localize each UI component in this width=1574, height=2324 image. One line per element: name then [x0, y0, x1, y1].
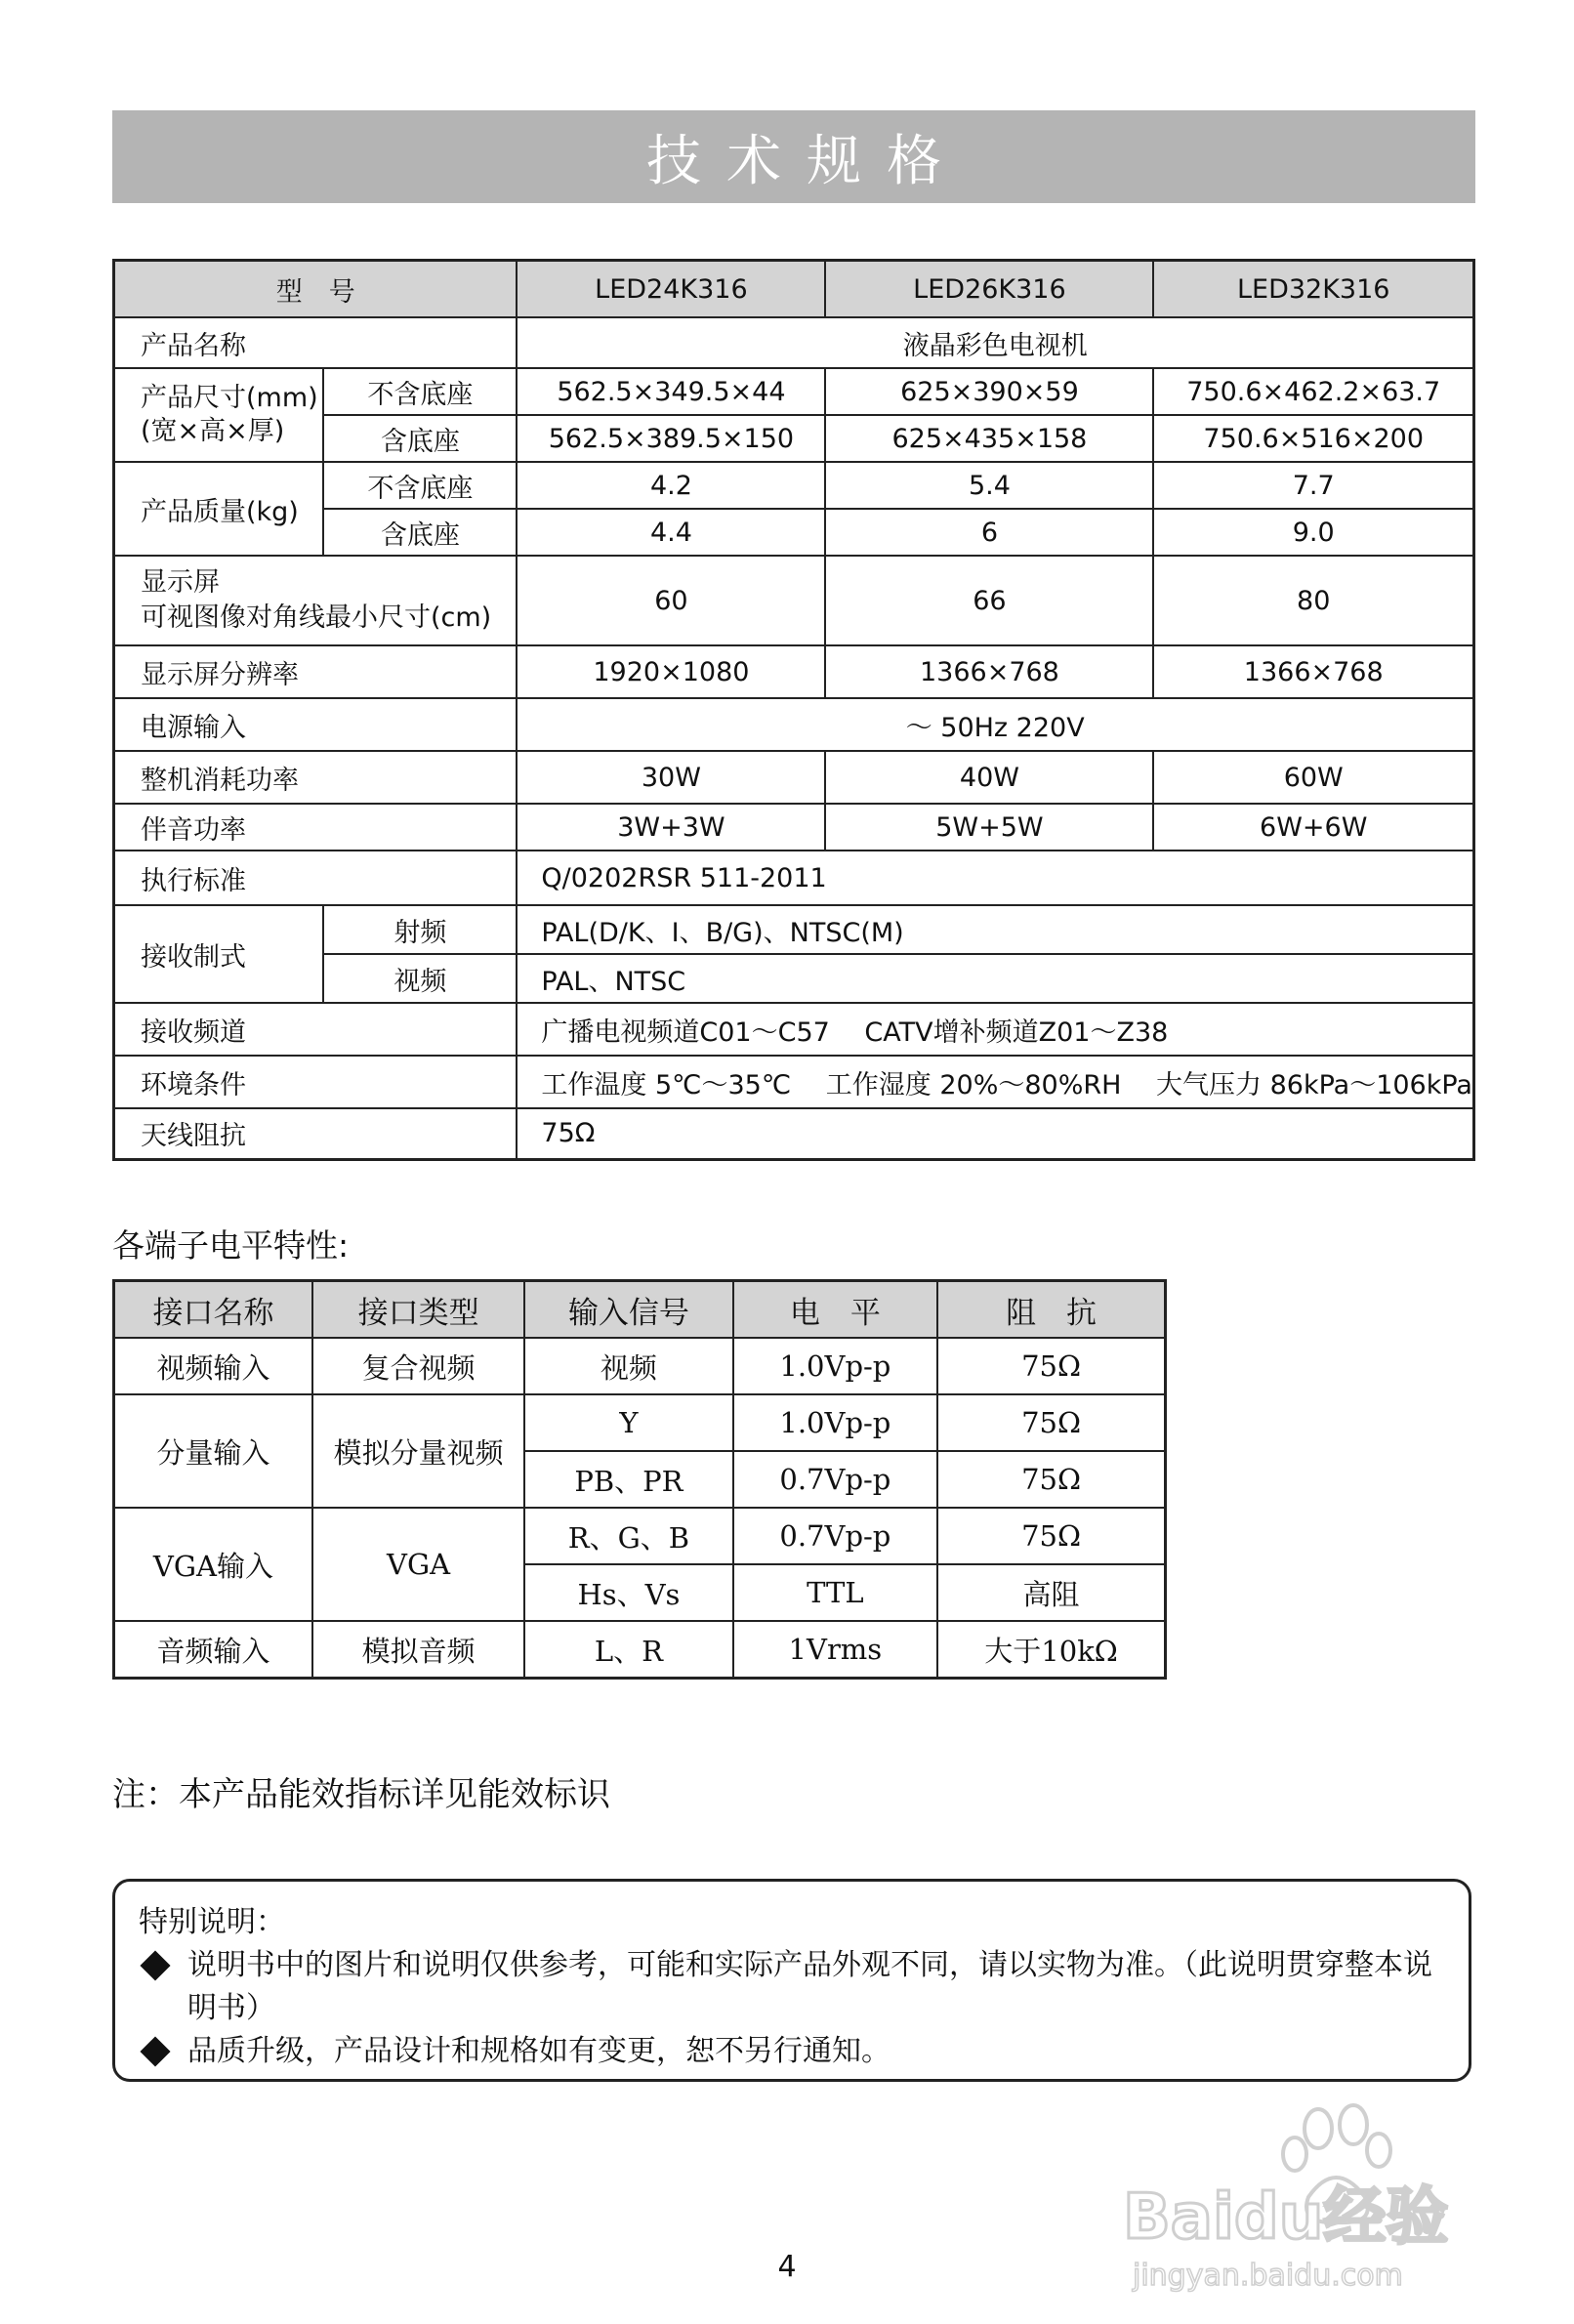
- spec-value: 1366×768: [825, 645, 1153, 698]
- terminal-header: 阻 抗: [937, 1281, 1165, 1339]
- diamond-bullet-icon: [140, 2036, 170, 2066]
- spec-row: [114, 1108, 1474, 1159]
- model-header: 型 号: [114, 261, 518, 318]
- spec-row: [114, 368, 1474, 415]
- spec-value: PAL、NTSC: [517, 954, 1473, 1003]
- spec-sublabel: 不含底座: [323, 462, 517, 509]
- spec-label: 环境条件: [114, 1056, 518, 1108]
- spec-row: [114, 751, 1474, 804]
- page-number: 4: [777, 2250, 797, 2284]
- terminal-row: [114, 1338, 1166, 1394]
- spec-value: 1920×1080: [517, 645, 825, 698]
- terminal-row: [114, 1508, 1166, 1564]
- spec-value: PAL(D/K、I、B/G)、NTSC(M): [517, 905, 1473, 954]
- terminal-cell: 模拟音频: [312, 1621, 524, 1679]
- page-title: 技术规格: [646, 129, 967, 193]
- model-col: LED26K316: [825, 261, 1153, 318]
- spec-value: 625×390×59: [825, 368, 1153, 415]
- spec-label: 接收频道: [114, 1003, 518, 1056]
- spec-value: 4.4: [517, 509, 825, 556]
- spec-value: 9.0: [1153, 509, 1473, 556]
- spec-label: 天线阻抗: [114, 1108, 518, 1159]
- notice-bullet: [139, 2030, 1445, 2073]
- spec-label: 显示屏分辨率: [114, 645, 518, 698]
- terminal-cell: PB、PR: [524, 1451, 732, 1508]
- spec-value: 40W: [825, 751, 1153, 804]
- diamond-bullet-icon: [140, 1950, 170, 1980]
- spec-value: 3W+3W: [517, 804, 825, 851]
- spec-value: 750.6×462.2×63.7: [1153, 368, 1473, 415]
- spec-value: 6W+6W: [1153, 804, 1473, 851]
- terminal-cell: 高阻: [937, 1564, 1165, 1621]
- model-col: LED32K316: [1153, 261, 1473, 318]
- spec-value: ～ 50Hz 220V: [517, 698, 1473, 751]
- spec-table: [112, 259, 1475, 1161]
- spec-value: 30W: [517, 751, 825, 804]
- spec-row: [114, 804, 1474, 851]
- spec-value: 4.2: [517, 462, 825, 509]
- spec-label: 接收制式: [114, 905, 324, 1003]
- spec-value: 工作温度 5℃～35℃ 工作湿度 20%～80%RH 大气压力 86kPa～106kPa: [517, 1056, 1473, 1108]
- spec-value: 5.4: [825, 462, 1153, 509]
- terminal-cell: 音频输入: [114, 1621, 312, 1679]
- spec-label: 产品名称: [114, 317, 518, 368]
- spec-label: 电源输入: [114, 698, 518, 751]
- terminal-cell: TTL: [733, 1564, 938, 1621]
- spec-value: 75Ω: [517, 1108, 1473, 1159]
- terminal-cell: 1.0Vp-p: [733, 1338, 938, 1394]
- size-label-line2: (宽×高×厚): [141, 416, 285, 446]
- spec-value: 80: [1153, 556, 1473, 645]
- spec-row: [114, 1056, 1474, 1108]
- spec-value: 562.5×389.5×150: [517, 415, 825, 462]
- spec-row: [114, 317, 1474, 368]
- spec-value: 6: [825, 509, 1153, 556]
- spec-value: Q/0202RSR 511-2011: [517, 851, 1473, 905]
- spec-value: 7.7: [1153, 462, 1473, 509]
- terminal-header: 接口名称: [114, 1281, 312, 1339]
- energy-note: 注：本产品能效指标详见能效标识: [112, 1775, 610, 1814]
- terminal-table: [112, 1279, 1167, 1680]
- spec-label: 执行标准: [114, 851, 518, 905]
- terminal-cell: 75Ω: [937, 1394, 1165, 1451]
- terminal-cell: 大于10kΩ: [937, 1621, 1165, 1679]
- notice-title: 特别说明：: [139, 1905, 285, 1939]
- spec-label: [114, 368, 324, 462]
- terminal-cell: 0.7Vp-p: [733, 1451, 938, 1508]
- terminal-cell: L、R: [524, 1621, 732, 1679]
- spec-row: [114, 1003, 1474, 1056]
- spec-value: 5W+5W: [825, 804, 1153, 851]
- terminal-header: 电 平: [733, 1281, 938, 1339]
- terminal-cell: 视频输入: [114, 1338, 312, 1394]
- terminal-cell: 75Ω: [937, 1338, 1165, 1394]
- spec-value: 625×435×158: [825, 415, 1153, 462]
- terminal-row: [114, 1394, 1166, 1451]
- notice-bullet-text: 说明书中的图片和说明仅供参考，可能和实际产品外观不同，请以实物为准。（此说明贯穿整本说明书）: [187, 1948, 1432, 2025]
- spec-label: 伴音功率: [114, 804, 518, 851]
- watermark-brand: Baidu经验: [1123, 2181, 1449, 2254]
- terminal-cell: 0.7Vp-p: [733, 1508, 938, 1564]
- spec-row: [114, 905, 1474, 954]
- spec-value: 750.6×516×200: [1153, 415, 1473, 462]
- spec-row: [114, 698, 1474, 751]
- spec-sublabel: 射频: [323, 905, 517, 954]
- terminal-header-row: [114, 1281, 1166, 1339]
- spec-sublabel: 不含底座: [323, 368, 517, 415]
- terminal-cell: VGA: [312, 1508, 524, 1621]
- terminal-cell: R、G、B: [524, 1508, 732, 1564]
- spec-value: 液晶彩色电视机: [517, 317, 1473, 368]
- spec-row: [114, 462, 1474, 509]
- screen-label-line2: 可视图像对角线最小尺寸(cm): [141, 602, 492, 633]
- terminal-cell: 1.0Vp-p: [733, 1394, 938, 1451]
- spec-sublabel: 含底座: [323, 509, 517, 556]
- spec-sublabel: 含底座: [323, 415, 517, 462]
- terminal-cell: 模拟分量视频: [312, 1394, 524, 1508]
- spec-row: [114, 645, 1474, 698]
- terminal-cell: 75Ω: [937, 1451, 1165, 1508]
- terminal-cell: 1Vrms: [733, 1621, 938, 1679]
- page-title-bar: [112, 110, 1475, 203]
- spec-row: [114, 851, 1474, 905]
- terminal-cell: Y: [524, 1394, 732, 1451]
- spec-value: 66: [825, 556, 1153, 645]
- terminal-cell: VGA输入: [114, 1508, 312, 1621]
- spec-header-row: [114, 261, 1474, 318]
- spec-label: [114, 556, 518, 645]
- terminal-cell: 视频: [524, 1338, 732, 1394]
- spec-value: 广播电视频道C01～C57 CATV增补频道Z01～Z38: [517, 1003, 1473, 1056]
- terminal-row: [114, 1621, 1166, 1679]
- spec-label: 整机消耗功率: [114, 751, 518, 804]
- spec-value: 562.5×349.5×44: [517, 368, 825, 415]
- terminal-cell: 75Ω: [937, 1508, 1165, 1564]
- spec-row: [114, 556, 1474, 645]
- special-notice-box: [112, 1879, 1471, 2082]
- notice-bullet: [139, 1944, 1445, 2030]
- watermark-url: jingyan.baidu.com: [1133, 2259, 1403, 2293]
- spec-value: 1366×768: [1153, 645, 1473, 698]
- size-label-line1: 产品尺寸(mm): [141, 383, 318, 413]
- spec-value: 60: [517, 556, 825, 645]
- terminal-section-label: 各端子电平特性:: [112, 1226, 350, 1265]
- notice-bullet-text: 品质升级，产品设计和规格如有变更，恕不另行通知。: [187, 2034, 891, 2068]
- terminal-header: 接口类型: [312, 1281, 524, 1339]
- spec-label: 产品质量(kg): [114, 462, 324, 556]
- terminal-cell: Hs、Vs: [524, 1564, 732, 1621]
- screen-label-line1: 显示屏: [141, 567, 220, 598]
- terminal-header: 输入信号: [524, 1281, 732, 1339]
- terminal-cell: 分量输入: [114, 1394, 312, 1508]
- model-col: LED24K316: [517, 261, 825, 318]
- terminal-cell: 复合视频: [312, 1338, 524, 1394]
- spec-sublabel: 视频: [323, 954, 517, 1003]
- spec-value: 60W: [1153, 751, 1473, 804]
